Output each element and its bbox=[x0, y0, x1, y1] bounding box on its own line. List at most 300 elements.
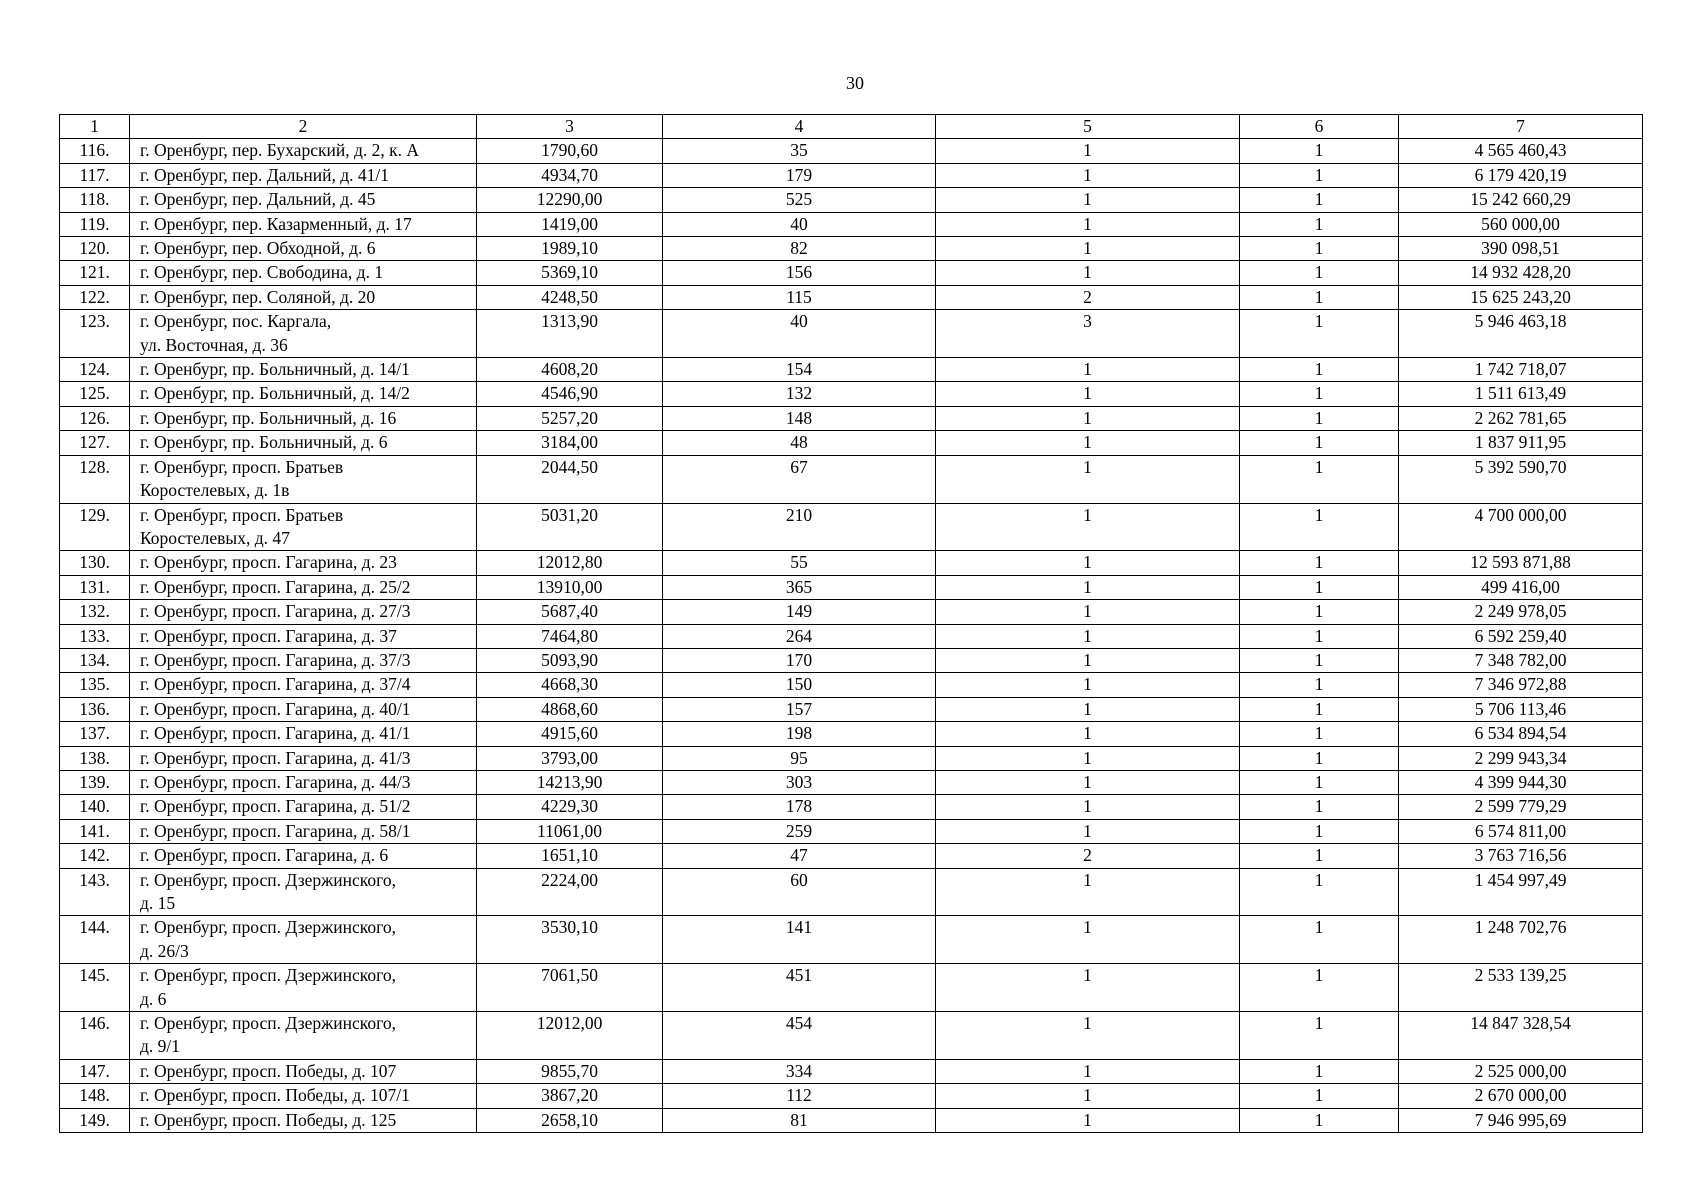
address-cell bbox=[130, 746, 477, 770]
address-cell bbox=[130, 358, 477, 382]
address-line: г. Оренбург, просп. Гагарина, д. 6 bbox=[140, 845, 389, 866]
column-4-cell: 150 bbox=[663, 673, 936, 697]
address-line: г. Оренбург, просп. Гагарина, д. 23 bbox=[140, 552, 397, 573]
column-4-cell: 48 bbox=[663, 431, 936, 455]
address-line: г. Оренбург, пер. Соляной, д. 20 bbox=[140, 286, 376, 307]
row-number-cell: 149. bbox=[60, 1108, 130, 1132]
column-header: 2 bbox=[130, 115, 477, 139]
column-7-cell: 2 525 000,00 bbox=[1399, 1059, 1643, 1083]
column-3-cell: 4668,30 bbox=[477, 673, 663, 697]
table-row bbox=[60, 648, 1643, 672]
column-7-cell: 1 837 911,95 bbox=[1399, 431, 1643, 455]
address-line: г. Оренбург, просп. Гагарина, д. 51/2 bbox=[140, 796, 411, 817]
column-5-cell: 1 bbox=[936, 964, 1240, 1012]
table-row bbox=[60, 1012, 1643, 1060]
column-6-cell: 1 bbox=[1240, 551, 1399, 575]
address-line: г. Оренбург, просп. Гагарина, д. 44/3 bbox=[140, 771, 411, 792]
column-header: 4 bbox=[663, 115, 936, 139]
row-number-cell: 141. bbox=[60, 819, 130, 843]
column-3-cell: 5687,40 bbox=[477, 600, 663, 624]
column-5-cell: 1 bbox=[936, 868, 1240, 916]
column-4-cell: 334 bbox=[663, 1059, 936, 1083]
row-number-cell: 138. bbox=[60, 746, 130, 770]
column-5-cell: 1 bbox=[936, 455, 1240, 503]
address-line: г. Оренбург, пер. Дальний, д. 41/1 bbox=[140, 164, 389, 185]
row-number-cell: 129. bbox=[60, 503, 130, 551]
address-line: г. Оренбург, просп. Гагарина, д. 25/2 bbox=[140, 576, 411, 597]
address-cell bbox=[130, 673, 477, 697]
column-3-cell: 2224,00 bbox=[477, 868, 663, 916]
column-3-cell: 12012,00 bbox=[477, 1012, 663, 1060]
table-header-row bbox=[60, 115, 1643, 139]
table-row bbox=[60, 503, 1643, 551]
address-line: г. Оренбург, просп. Гагарина, д. 37/3 bbox=[140, 649, 411, 670]
row-number-cell: 139. bbox=[60, 770, 130, 794]
column-5-cell: 1 bbox=[936, 795, 1240, 819]
column-5-cell: 1 bbox=[936, 406, 1240, 430]
column-3-cell: 12012,80 bbox=[477, 551, 663, 575]
address-cell bbox=[130, 964, 477, 1012]
column-4-cell: 67 bbox=[663, 455, 936, 503]
column-5-cell: 1 bbox=[936, 673, 1240, 697]
column-4-cell: 95 bbox=[663, 746, 936, 770]
column-5-cell: 1 bbox=[936, 1084, 1240, 1108]
address-cell bbox=[130, 648, 477, 672]
column-3-cell: 13910,00 bbox=[477, 575, 663, 599]
table-row bbox=[60, 188, 1643, 212]
column-4-cell: 148 bbox=[663, 406, 936, 430]
column-3-cell: 1790,60 bbox=[477, 139, 663, 163]
address-cell bbox=[130, 916, 477, 964]
address-line: г. Оренбург, просп. Братьев bbox=[140, 456, 344, 477]
column-4-cell: 365 bbox=[663, 575, 936, 599]
column-5-cell: 1 bbox=[936, 431, 1240, 455]
column-5-cell: 1 bbox=[936, 916, 1240, 964]
column-6-cell: 1 bbox=[1240, 746, 1399, 770]
address-line: г. Оренбург, просп. Гагарина, д. 40/1 bbox=[140, 698, 411, 719]
column-7-cell: 1 511 613,49 bbox=[1399, 382, 1643, 406]
column-4-cell: 132 bbox=[663, 382, 936, 406]
address-line: г. Оренбург, пер. Свободина, д. 1 bbox=[140, 262, 384, 283]
column-6-cell: 1 bbox=[1240, 382, 1399, 406]
column-7-cell: 2 533 139,25 bbox=[1399, 964, 1643, 1012]
column-7-cell: 1 248 702,76 bbox=[1399, 916, 1643, 964]
row-number-cell: 128. bbox=[60, 455, 130, 503]
column-5-cell: 1 bbox=[936, 697, 1240, 721]
table-row bbox=[60, 746, 1643, 770]
column-3-cell: 4248,50 bbox=[477, 285, 663, 309]
column-4-cell: 47 bbox=[663, 844, 936, 868]
column-5-cell: 1 bbox=[936, 600, 1240, 624]
row-number-cell: 147. bbox=[60, 1059, 130, 1083]
column-6-cell: 1 bbox=[1240, 431, 1399, 455]
column-4-cell: 141 bbox=[663, 916, 936, 964]
address-cell bbox=[130, 624, 477, 648]
row-number-cell: 148. bbox=[60, 1084, 130, 1108]
column-3-cell: 4546,90 bbox=[477, 382, 663, 406]
column-6-cell: 1 bbox=[1240, 503, 1399, 551]
address-line: Коростелевых, д. 1в bbox=[140, 480, 290, 501]
column-5-cell: 1 bbox=[936, 503, 1240, 551]
column-4-cell: 210 bbox=[663, 503, 936, 551]
address-cell bbox=[130, 139, 477, 163]
address-cell bbox=[130, 310, 477, 358]
table-row bbox=[60, 1084, 1643, 1108]
column-3-cell: 4229,30 bbox=[477, 795, 663, 819]
address-cell bbox=[130, 770, 477, 794]
address-cell bbox=[130, 600, 477, 624]
address-line: г. Оренбург, просп. Победы, д. 107 bbox=[140, 1060, 397, 1081]
address-line: д. 9/1 bbox=[140, 1036, 181, 1057]
address-line: д. 6 bbox=[140, 988, 167, 1009]
table-row bbox=[60, 624, 1643, 648]
column-6-cell: 1 bbox=[1240, 358, 1399, 382]
column-4-cell: 156 bbox=[663, 261, 936, 285]
row-number-cell: 143. bbox=[60, 868, 130, 916]
address-cell bbox=[130, 261, 477, 285]
table-row bbox=[60, 382, 1643, 406]
column-5-cell: 1 bbox=[936, 237, 1240, 261]
address-line: г. Оренбург, пер. Казарменный, д. 17 bbox=[140, 213, 412, 234]
address-line: г. Оренбург, пер. Дальний, д. 45 bbox=[140, 189, 376, 210]
column-7-cell: 7 946 995,69 bbox=[1399, 1108, 1643, 1132]
table-row bbox=[60, 551, 1643, 575]
column-6-cell: 1 bbox=[1240, 770, 1399, 794]
row-number-cell: 133. bbox=[60, 624, 130, 648]
column-3-cell: 5369,10 bbox=[477, 261, 663, 285]
column-7-cell: 14 847 328,54 bbox=[1399, 1012, 1643, 1060]
address-cell bbox=[130, 819, 477, 843]
address-line: г. Оренбург, просп. Победы, д. 125 bbox=[140, 1109, 397, 1130]
address-cell bbox=[130, 868, 477, 916]
column-7-cell: 15 625 243,20 bbox=[1399, 285, 1643, 309]
address-line: г. Оренбург, пр. Больничный, д. 14/1 bbox=[140, 359, 410, 380]
column-4-cell: 303 bbox=[663, 770, 936, 794]
column-6-cell: 1 bbox=[1240, 455, 1399, 503]
column-6-cell: 1 bbox=[1240, 795, 1399, 819]
table-row bbox=[60, 964, 1643, 1012]
column-5-cell: 1 bbox=[936, 382, 1240, 406]
column-4-cell: 454 bbox=[663, 1012, 936, 1060]
column-6-cell: 1 bbox=[1240, 575, 1399, 599]
address-cell bbox=[130, 455, 477, 503]
column-3-cell: 5257,20 bbox=[477, 406, 663, 430]
row-number-cell: 121. bbox=[60, 261, 130, 285]
column-3-cell: 1989,10 bbox=[477, 237, 663, 261]
column-header: 5 bbox=[936, 115, 1240, 139]
column-5-cell: 1 bbox=[936, 1012, 1240, 1060]
table-row bbox=[60, 358, 1643, 382]
address-line: г. Оренбург, просп. Гагарина, д. 58/1 bbox=[140, 820, 411, 841]
column-7-cell: 7 346 972,88 bbox=[1399, 673, 1643, 697]
column-3-cell: 14213,90 bbox=[477, 770, 663, 794]
column-7-cell: 5 946 463,18 bbox=[1399, 310, 1643, 358]
table-row bbox=[60, 1108, 1643, 1132]
column-3-cell: 4915,60 bbox=[477, 722, 663, 746]
column-3-cell: 5031,20 bbox=[477, 503, 663, 551]
table-row bbox=[60, 1059, 1643, 1083]
row-number-cell: 145. bbox=[60, 964, 130, 1012]
address-cell bbox=[130, 1012, 477, 1060]
address-cell bbox=[130, 1059, 477, 1083]
column-5-cell: 1 bbox=[936, 139, 1240, 163]
column-7-cell: 390 098,51 bbox=[1399, 237, 1643, 261]
column-7-cell: 6 592 259,40 bbox=[1399, 624, 1643, 648]
column-5-cell: 1 bbox=[936, 212, 1240, 236]
column-4-cell: 55 bbox=[663, 551, 936, 575]
column-5-cell: 1 bbox=[936, 551, 1240, 575]
column-4-cell: 112 bbox=[663, 1084, 936, 1108]
column-5-cell: 1 bbox=[936, 624, 1240, 648]
row-number-cell: 136. bbox=[60, 697, 130, 721]
column-6-cell: 1 bbox=[1240, 1059, 1399, 1083]
column-4-cell: 178 bbox=[663, 795, 936, 819]
row-number-cell: 122. bbox=[60, 285, 130, 309]
column-7-cell: 2 599 779,29 bbox=[1399, 795, 1643, 819]
table-row bbox=[60, 285, 1643, 309]
column-6-cell: 1 bbox=[1240, 722, 1399, 746]
address-line: г. Оренбург, пр. Больничный, д. 14/2 bbox=[140, 383, 410, 404]
column-7-cell: 1 454 997,49 bbox=[1399, 868, 1643, 916]
row-number-cell: 123. bbox=[60, 310, 130, 358]
address-line: г. Оренбург, просп. Дзержинского, bbox=[140, 965, 396, 986]
address-line: г. Оренбург, пр. Больничный, д. 6 bbox=[140, 432, 388, 453]
column-7-cell: 5 706 113,46 bbox=[1399, 697, 1643, 721]
address-line: г. Оренбург, пос. Каргала, bbox=[140, 311, 332, 332]
column-5-cell: 3 bbox=[936, 310, 1240, 358]
address-cell bbox=[130, 382, 477, 406]
column-7-cell: 1 742 718,07 bbox=[1399, 358, 1643, 382]
address-cell bbox=[130, 431, 477, 455]
address-line: Коростелевых, д. 47 bbox=[140, 527, 290, 548]
column-header: 6 bbox=[1240, 115, 1399, 139]
row-number-cell: 132. bbox=[60, 600, 130, 624]
column-3-cell: 3867,20 bbox=[477, 1084, 663, 1108]
column-6-cell: 1 bbox=[1240, 406, 1399, 430]
column-3-cell: 7464,80 bbox=[477, 624, 663, 648]
row-number-cell: 142. bbox=[60, 844, 130, 868]
table-row bbox=[60, 139, 1643, 163]
address-cell bbox=[130, 795, 477, 819]
column-5-cell: 2 bbox=[936, 844, 1240, 868]
column-4-cell: 259 bbox=[663, 819, 936, 843]
column-7-cell: 7 348 782,00 bbox=[1399, 648, 1643, 672]
column-6-cell: 1 bbox=[1240, 648, 1399, 672]
column-6-cell: 1 bbox=[1240, 237, 1399, 261]
column-6-cell: 1 bbox=[1240, 212, 1399, 236]
column-7-cell: 4 399 944,30 bbox=[1399, 770, 1643, 794]
address-cell bbox=[130, 722, 477, 746]
table-row bbox=[60, 406, 1643, 430]
column-3-cell: 1651,10 bbox=[477, 844, 663, 868]
column-6-cell: 1 bbox=[1240, 916, 1399, 964]
column-4-cell: 35 bbox=[663, 139, 936, 163]
column-6-cell: 1 bbox=[1240, 1108, 1399, 1132]
column-4-cell: 154 bbox=[663, 358, 936, 382]
column-5-cell: 1 bbox=[936, 722, 1240, 746]
column-6-cell: 1 bbox=[1240, 868, 1399, 916]
table-row bbox=[60, 600, 1643, 624]
column-6-cell: 1 bbox=[1240, 1084, 1399, 1108]
column-7-cell: 2 670 000,00 bbox=[1399, 1084, 1643, 1108]
row-number-cell: 134. bbox=[60, 648, 130, 672]
address-cell bbox=[130, 212, 477, 236]
column-6-cell: 1 bbox=[1240, 310, 1399, 358]
address-cell bbox=[130, 697, 477, 721]
row-number-cell: 127. bbox=[60, 431, 130, 455]
column-7-cell: 2 262 781,65 bbox=[1399, 406, 1643, 430]
address-cell bbox=[130, 844, 477, 868]
address-line: г. Оренбург, просп. Гагарина, д. 41/1 bbox=[140, 723, 411, 744]
table-row bbox=[60, 795, 1643, 819]
column-5-cell: 1 bbox=[936, 575, 1240, 599]
data-table bbox=[59, 114, 1643, 1133]
address-cell bbox=[130, 406, 477, 430]
column-3-cell: 2044,50 bbox=[477, 455, 663, 503]
column-4-cell: 115 bbox=[663, 285, 936, 309]
address-cell bbox=[130, 163, 477, 187]
column-header: 3 bbox=[477, 115, 663, 139]
column-6-cell: 1 bbox=[1240, 600, 1399, 624]
address-cell bbox=[130, 237, 477, 261]
column-5-cell: 1 bbox=[936, 819, 1240, 843]
column-7-cell: 2 299 943,34 bbox=[1399, 746, 1643, 770]
table-row bbox=[60, 844, 1643, 868]
table-row bbox=[60, 868, 1643, 916]
table-row bbox=[60, 770, 1643, 794]
column-3-cell: 5093,90 bbox=[477, 648, 663, 672]
column-3-cell: 12290,00 bbox=[477, 188, 663, 212]
column-7-cell: 14 932 428,20 bbox=[1399, 261, 1643, 285]
table-body bbox=[60, 139, 1643, 1133]
column-7-cell: 15 242 660,29 bbox=[1399, 188, 1643, 212]
column-7-cell: 499 416,00 bbox=[1399, 575, 1643, 599]
table-row bbox=[60, 916, 1643, 964]
column-3-cell: 2658,10 bbox=[477, 1108, 663, 1132]
address-line: д. 15 bbox=[140, 893, 176, 913]
column-7-cell: 4 565 460,43 bbox=[1399, 139, 1643, 163]
row-number-cell: 124. bbox=[60, 358, 130, 382]
column-6-cell: 1 bbox=[1240, 844, 1399, 868]
column-6-cell: 1 bbox=[1240, 285, 1399, 309]
column-5-cell: 1 bbox=[936, 648, 1240, 672]
column-7-cell: 5 392 590,70 bbox=[1399, 455, 1643, 503]
column-4-cell: 198 bbox=[663, 722, 936, 746]
column-7-cell: 6 534 894,54 bbox=[1399, 722, 1643, 746]
address-cell bbox=[130, 1108, 477, 1132]
column-6-cell: 1 bbox=[1240, 261, 1399, 285]
column-header: 1 bbox=[60, 115, 130, 139]
column-3-cell: 3184,00 bbox=[477, 431, 663, 455]
table-row bbox=[60, 575, 1643, 599]
address-line: г. Оренбург, просп. Гагарина, д. 37 bbox=[140, 625, 397, 646]
column-7-cell: 6 179 420,19 bbox=[1399, 163, 1643, 187]
column-5-cell: 1 bbox=[936, 746, 1240, 770]
table-row bbox=[60, 310, 1643, 358]
column-3-cell: 7061,50 bbox=[477, 964, 663, 1012]
column-4-cell: 40 bbox=[663, 212, 936, 236]
address-cell bbox=[130, 285, 477, 309]
address-line: г. Оренбург, просп. Победы, д. 107/1 bbox=[140, 1085, 410, 1106]
row-number-cell: 126. bbox=[60, 406, 130, 430]
table-row bbox=[60, 819, 1643, 843]
column-6-cell: 1 bbox=[1240, 673, 1399, 697]
column-6-cell: 1 bbox=[1240, 139, 1399, 163]
column-4-cell: 81 bbox=[663, 1108, 936, 1132]
address-line: г. Оренбург, просп. Дзержинского, bbox=[140, 869, 396, 890]
column-6-cell: 1 bbox=[1240, 964, 1399, 1012]
address-cell bbox=[130, 188, 477, 212]
row-number-cell: 116. bbox=[60, 139, 130, 163]
column-6-cell: 1 bbox=[1240, 188, 1399, 212]
column-5-cell: 1 bbox=[936, 1059, 1240, 1083]
table-row bbox=[60, 431, 1643, 455]
column-6-cell: 1 bbox=[1240, 624, 1399, 648]
table-row bbox=[60, 697, 1643, 721]
table-row bbox=[60, 212, 1643, 236]
column-7-cell: 560 000,00 bbox=[1399, 212, 1643, 236]
table-row bbox=[60, 163, 1643, 187]
table-row bbox=[60, 237, 1643, 261]
row-number-cell: 140. bbox=[60, 795, 130, 819]
table-row bbox=[60, 455, 1643, 503]
column-5-cell: 1 bbox=[936, 770, 1240, 794]
column-3-cell: 1313,90 bbox=[477, 310, 663, 358]
column-7-cell: 12 593 871,88 bbox=[1399, 551, 1643, 575]
column-5-cell: 1 bbox=[936, 261, 1240, 285]
address-line: г. Оренбург, просп. Гагарина, д. 41/3 bbox=[140, 747, 411, 768]
address-cell bbox=[130, 503, 477, 551]
column-4-cell: 264 bbox=[663, 624, 936, 648]
table-row bbox=[60, 261, 1643, 285]
column-4-cell: 60 bbox=[663, 868, 936, 916]
row-number-cell: 146. bbox=[60, 1012, 130, 1060]
column-4-cell: 525 bbox=[663, 188, 936, 212]
column-4-cell: 157 bbox=[663, 697, 936, 721]
column-7-cell: 3 763 716,56 bbox=[1399, 844, 1643, 868]
column-3-cell: 1419,00 bbox=[477, 212, 663, 236]
address-cell bbox=[130, 551, 477, 575]
column-3-cell: 3793,00 bbox=[477, 746, 663, 770]
row-number-cell: 118. bbox=[60, 188, 130, 212]
address-line: г. Оренбург, пер. Обходной, д. 6 bbox=[140, 238, 376, 259]
column-3-cell: 4608,20 bbox=[477, 358, 663, 382]
table-row bbox=[60, 722, 1643, 746]
column-header: 7 bbox=[1399, 115, 1643, 139]
column-4-cell: 179 bbox=[663, 163, 936, 187]
column-7-cell: 2 249 978,05 bbox=[1399, 600, 1643, 624]
table-row bbox=[60, 673, 1643, 697]
row-number-cell: 135. bbox=[60, 673, 130, 697]
column-6-cell: 1 bbox=[1240, 697, 1399, 721]
column-5-cell: 1 bbox=[936, 163, 1240, 187]
row-number-cell: 120. bbox=[60, 237, 130, 261]
column-4-cell: 451 bbox=[663, 964, 936, 1012]
column-5-cell: 1 bbox=[936, 188, 1240, 212]
address-line: г. Оренбург, пер. Бухарский, д. 2, к. А bbox=[140, 140, 419, 161]
column-3-cell: 3530,10 bbox=[477, 916, 663, 964]
column-6-cell: 1 bbox=[1240, 1012, 1399, 1060]
row-number-cell: 137. bbox=[60, 722, 130, 746]
column-7-cell: 6 574 811,00 bbox=[1399, 819, 1643, 843]
column-4-cell: 40 bbox=[663, 310, 936, 358]
row-number-cell: 131. bbox=[60, 575, 130, 599]
column-4-cell: 149 bbox=[663, 600, 936, 624]
column-4-cell: 170 bbox=[663, 648, 936, 672]
column-5-cell: 1 bbox=[936, 358, 1240, 382]
address-line: г. Оренбург, просп. Дзержинского, bbox=[140, 1013, 396, 1034]
row-number-cell: 117. bbox=[60, 163, 130, 187]
